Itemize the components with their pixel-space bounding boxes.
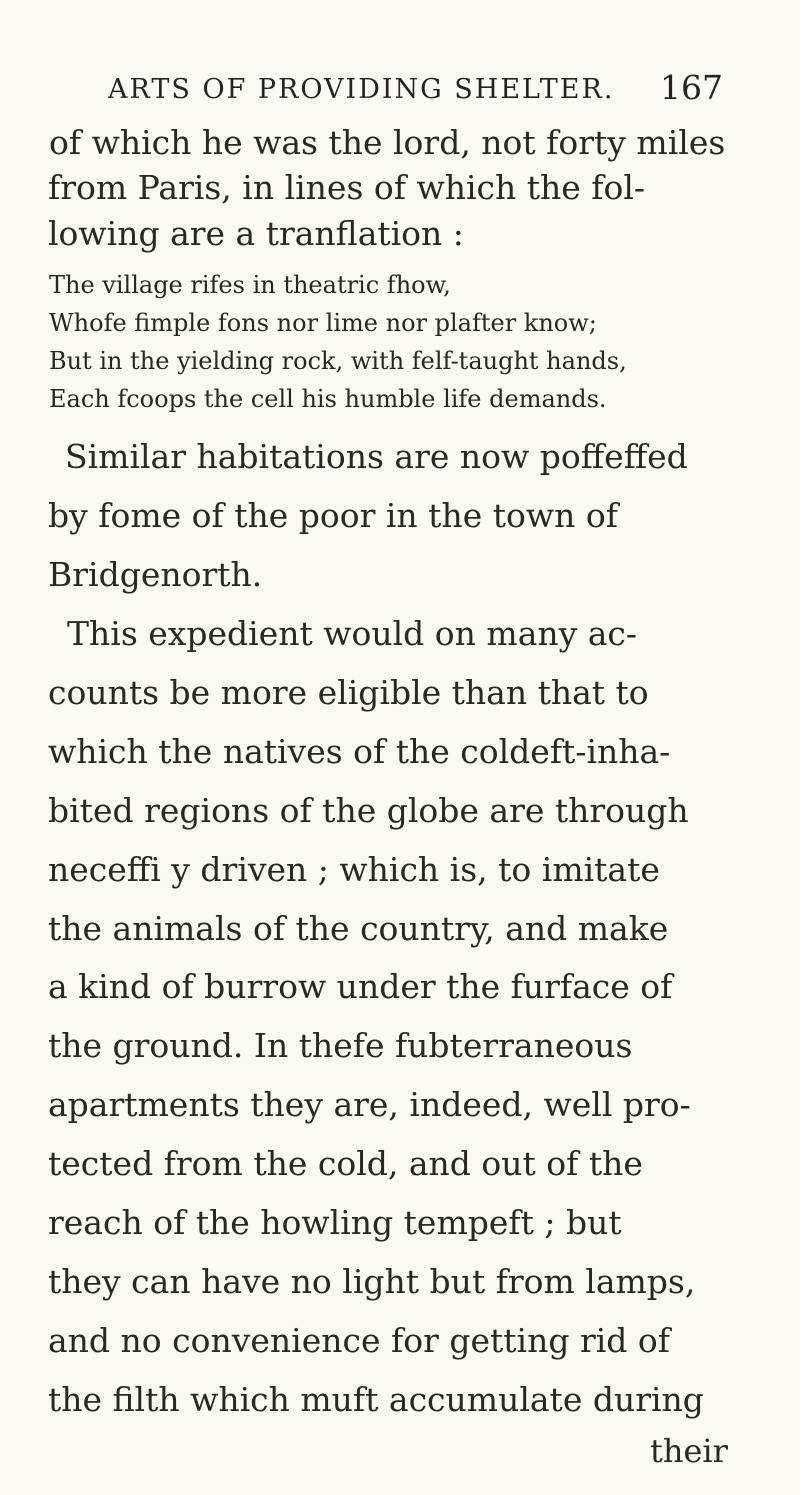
page-number: 167 [660, 68, 723, 107]
page-header [108, 68, 723, 112]
text-line: neceffi y driven ; which is, to imitate [48, 850, 660, 889]
verse-line: Each fcoops the cell his humble life demands. [49, 385, 607, 413]
text-line: Similar habitations are now poffeffed [65, 437, 688, 476]
text-line: they can have no light but from lamps, [48, 1262, 696, 1301]
text-line: a kind of burrow under the furface of [48, 967, 673, 1006]
text-line: the ground. In thefe fubterraneous [48, 1026, 633, 1065]
verse-line: Whofe fimple fons nor lime nor plafter know; [49, 309, 597, 337]
verse-line: The village rifes in theatric fhow, [49, 271, 451, 299]
text-line: Bridgenorth. [48, 555, 263, 594]
text-line: This expedient would on many ac- [67, 614, 638, 653]
text-line: which the natives of the coldeft-inha- [48, 732, 671, 771]
text-line: from Paris, in lines of which the fol- [48, 168, 646, 207]
text-line: the filth which muft accumulate during [48, 1380, 704, 1419]
verse-line: But in the yielding rock, with felf-taught hands, [49, 347, 627, 375]
text-line: of which he was the lord, not forty miles [49, 123, 726, 162]
text-line: tected from the cold, and out of the [48, 1144, 643, 1183]
text-line: and no convenience for getting rid of [48, 1321, 670, 1360]
text-line: lowing are a tranflation : [48, 214, 464, 253]
text-line: by fome of the poor in the town of [48, 496, 618, 535]
text-line: counts be more eligible than that to [48, 673, 649, 712]
text-line: reach of the howling tempeft ; but [48, 1203, 622, 1242]
catchword: their [650, 1432, 728, 1470]
text-line: the animals of the country, and make [48, 909, 669, 948]
running-title: ARTS OF PROVIDING SHELTER. [108, 74, 615, 105]
text-line: bited regions of the globe are through [48, 791, 689, 830]
text-line: apartments they are, indeed, well pro- [48, 1085, 691, 1124]
